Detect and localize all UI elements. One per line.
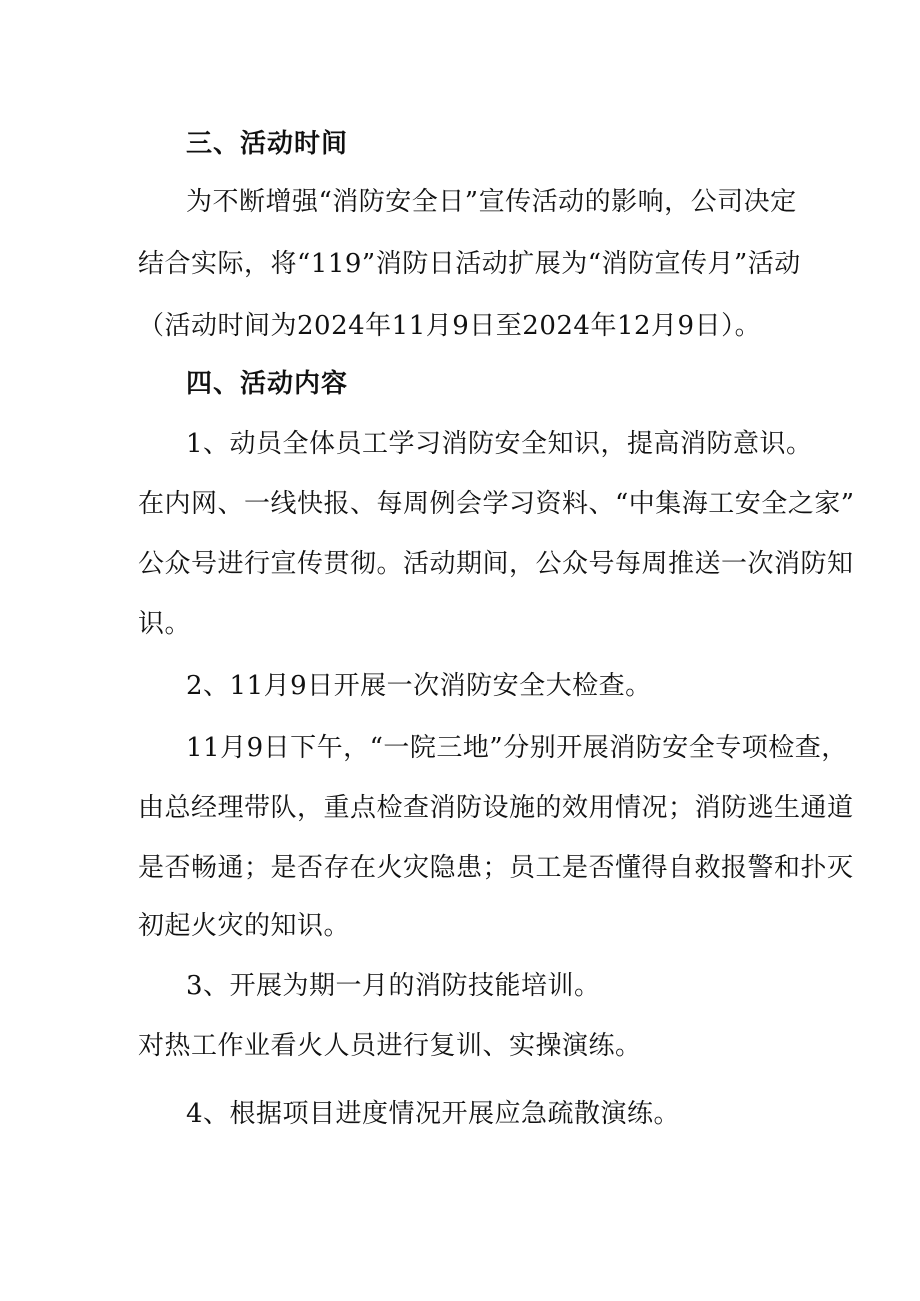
item-1-text-line: 在内网、一线快报、每周例会学习资料、“中集海工安全之家” [138,489,855,519]
section-4-heading: 四、活动内容 [186,369,349,399]
section-3-paragraph-line: （活动时间为2024年11月9日至2024年12月9日）。 [138,311,762,341]
section-3-paragraph-line: 为不断增强“消防安全日”宣传活动的影响，公司决定 [186,187,797,217]
item-1-title: 1、动员全体员工学习消防安全知识，提高消防意识。 [186,429,813,459]
item-2-title: 2、11月9日开展一次消防安全大检查。 [186,671,652,701]
item-2-text-line: 是否畅通；是否存在火灾隐患；员工是否懂得自救报警和扑灭 [138,853,854,883]
item-4-title: 4、根据项目进度情况开展应急疏散演练。 [186,1099,681,1129]
section-3-heading: 三、活动时间 [186,129,349,159]
section-3-paragraph-line: 结合实际，将“119”消防日活动扩展为“消防宣传月”活动 [138,249,801,279]
item-2-text-line: 11月9日下午，“一院三地”分别开展消防安全专项检查， [186,733,848,763]
item-2-text-line: 由总经理带队，重点检查消防设施的效用情况；消防逃生通道 [138,793,854,823]
item-1-text-line: 公众号进行宣传贯彻。活动期间，公众号每周推送一次消防知 [138,549,854,579]
item-1-text-line: 识。 [138,609,192,639]
item-2-text-line: 初起火灾的知识。 [138,911,351,941]
item-3-text-line: 对热工作业看火人员进行复训、实操演练。 [138,1031,642,1061]
item-3-title: 3、开展为期一月的消防技能培训。 [186,971,601,1001]
